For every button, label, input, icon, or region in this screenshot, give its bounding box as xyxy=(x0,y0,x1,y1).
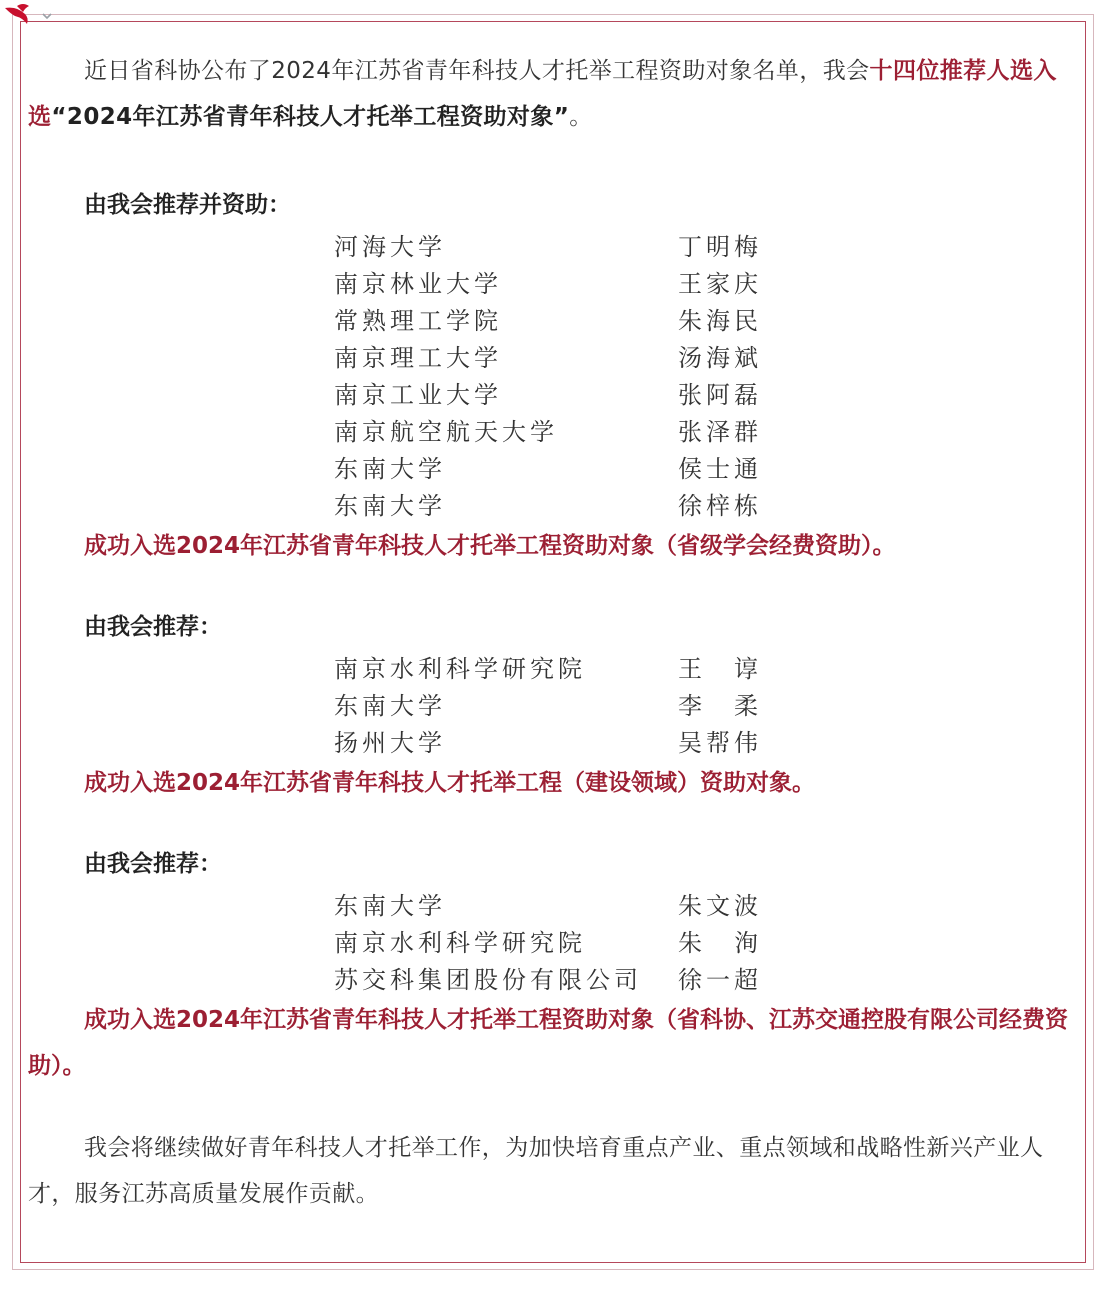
section1-result: 成功入选2024年江苏省青年科技人才托举工程资助对象（省级学会经费资助）。 xyxy=(84,533,896,559)
institution: 河海大学 xyxy=(334,233,446,261)
section3-roster xyxy=(28,886,1072,997)
roster-row xyxy=(28,449,1072,486)
intro-end: 。 xyxy=(569,104,593,130)
section2-heading: 由我会推荐： xyxy=(84,614,222,640)
person-name: 李 柔 xyxy=(678,692,762,720)
institution: 南京水利科学研究院 xyxy=(334,929,586,957)
roster-row xyxy=(28,686,1072,723)
institution: 东南大学 xyxy=(334,692,446,720)
institution: 东南大学 xyxy=(334,492,446,520)
section3-heading: 由我会推荐： xyxy=(84,851,222,877)
roster-row xyxy=(28,723,1072,760)
person-name: 朱 洵 xyxy=(678,929,762,957)
section2-roster xyxy=(28,649,1072,760)
article-body xyxy=(28,48,1072,1217)
institution: 东南大学 xyxy=(334,455,446,483)
institution: 南京航空航天大学 xyxy=(334,418,558,446)
institution: 扬州大学 xyxy=(334,729,446,757)
roster-row xyxy=(28,649,1072,686)
institution: 南京工业大学 xyxy=(334,381,502,409)
intro-title: “2024年江苏省青年科技人才托举工程资助对象” xyxy=(51,104,570,130)
institution: 东南大学 xyxy=(334,892,446,920)
roster-row xyxy=(28,227,1072,264)
roster-row xyxy=(28,301,1072,338)
person-name: 张阿磊 xyxy=(678,381,762,409)
section3-result: 成功入选2024年江苏省青年科技人才托举工程资助对象（省科协、江苏交通控股有限公司经费资助）。 xyxy=(28,1007,1069,1079)
institution: 南京水利科学研究院 xyxy=(334,655,586,683)
section1-heading: 由我会推荐并资助： xyxy=(84,192,291,218)
section2-result: 成功入选2024年江苏省青年科技人才托举工程（建设领域）资助对象。 xyxy=(84,770,816,796)
section1-roster xyxy=(28,227,1072,523)
intro-text: 近日省科协公布了2024年江苏省青年科技人才托举工程资助对象名单，我会 xyxy=(84,58,870,84)
roster-row xyxy=(28,412,1072,449)
person-name: 丁明梅 xyxy=(678,233,762,261)
person-name: 汤海斌 xyxy=(678,344,762,372)
roster-row xyxy=(28,886,1072,923)
person-name: 朱文波 xyxy=(678,892,762,920)
person-name: 王 谆 xyxy=(678,655,762,683)
institution: 南京林业大学 xyxy=(334,270,502,298)
roster-row xyxy=(28,338,1072,375)
roster-row xyxy=(28,960,1072,997)
person-name: 王家庆 xyxy=(678,270,762,298)
bird-logo-icon xyxy=(3,2,55,28)
person-name: 徐一超 xyxy=(678,966,762,994)
person-name: 侯士通 xyxy=(678,455,762,483)
intro-highlight: 十四位推荐人选入选 xyxy=(28,58,1057,130)
closing-paragraph: 我会将继续做好青年科技人才托举工作，为加快培育重点产业、重点领域和战略性新兴产业人才，服务江苏高质量发展作贡献。 xyxy=(28,1135,1044,1207)
institution: 南京理工大学 xyxy=(334,344,502,372)
institution: 苏交科集团股份有限公司 xyxy=(334,966,642,994)
person-name: 徐梓栋 xyxy=(678,492,762,520)
intro-paragraph xyxy=(28,48,1072,140)
person-name: 张泽群 xyxy=(678,418,762,446)
institution: 常熟理工学院 xyxy=(334,307,502,335)
person-name: 朱海民 xyxy=(678,307,762,335)
roster-row xyxy=(28,923,1072,960)
roster-row xyxy=(28,486,1072,523)
roster-row xyxy=(28,375,1072,412)
person-name: 吴帮伟 xyxy=(678,729,762,757)
roster-row xyxy=(28,264,1072,301)
